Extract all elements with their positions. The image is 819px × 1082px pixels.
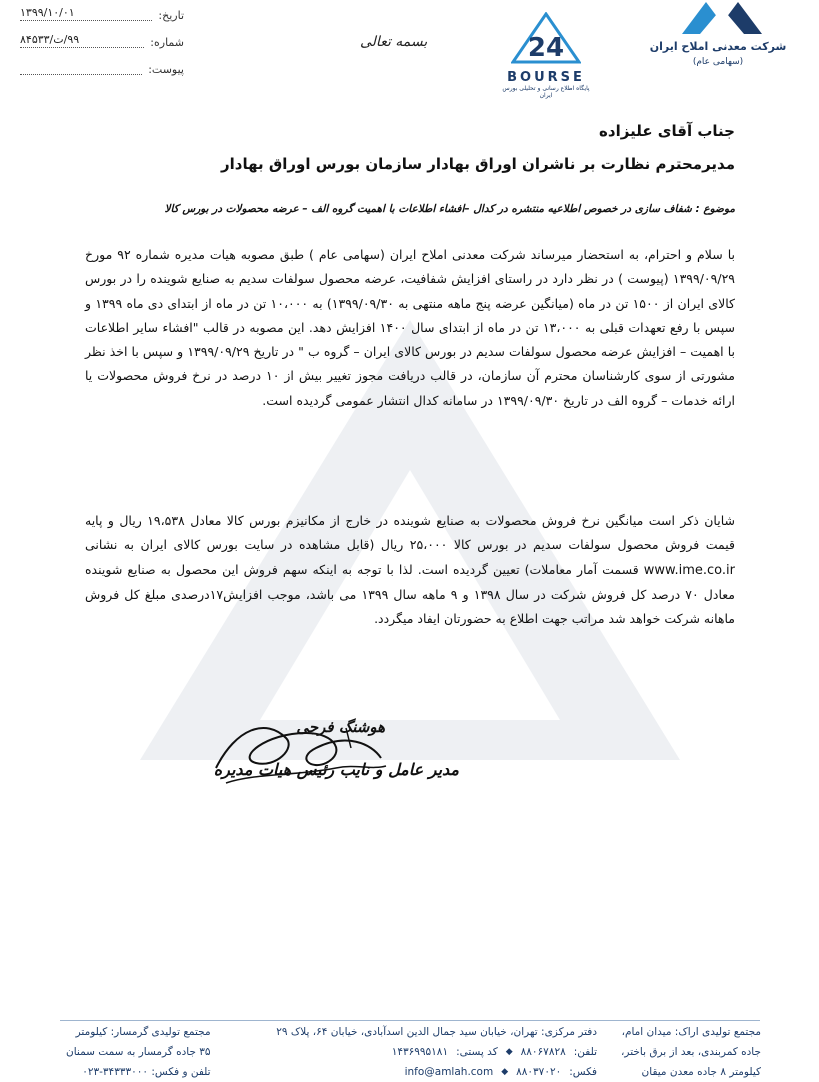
bismillah: بسمه تعالی	[360, 34, 428, 50]
email: info@amlah.com	[404, 1066, 494, 1078]
arak-line-3: کیلومتر ۸ جاده معدن میقان	[641, 1066, 761, 1078]
bourse-word: BOURSE	[507, 70, 585, 85]
company-type: (سهامی عام)	[692, 57, 744, 67]
attachment-label: پیوست:	[148, 63, 184, 76]
bourse-logo	[496, 12, 596, 99]
fax-label: فکس:	[569, 1066, 597, 1078]
letter-meta	[14, 2, 184, 83]
postal-label: کد پستی:	[456, 1046, 498, 1058]
paragraph-2-part-2: قسمت آمار معاملات) تعیین گردیده است. لذا با توجه به اینکه سهم فروش این محصول به صنایع شوینده معادل ۷۰ درصد کل فروش شرکت در سال ۱۳۹۸ و ۹ ماهه سال ۱۳۹۹ می باشد، موجب افزایش۱۷درصدی مبلغ کل فروش ماهانه شرکت خواهد شد مراتب جهت اطلاع به حضورتان ایفاد میگردد.	[85, 561, 735, 627]
company-name-block	[648, 40, 788, 67]
date-label: تاریخ:	[158, 9, 184, 22]
date-value: ۱۳۹۹/۱۰/۰۱	[20, 6, 75, 19]
date-row	[14, 2, 184, 29]
number-value: ۹۹/ت/۸۴۵۳۳	[20, 33, 80, 46]
bullet-icon: ◆	[501, 1067, 509, 1077]
paragraph-1: با سلام و احترام، به استحضار میرساند شرکت معدنی املاح ایران (سهامی عام ) طبق مصوبه هیات مدیره شماره ۹۲ مورخ ۱۳۹۹/۰۹/۲۹ (پیوست ) در نظر دارد در راستای افزایش شفافیت، عرضه محصول سولفات سدیم به صنایع شوینده را در بورس کالای ایران از ۱۵۰۰ تن در ماه (میانگین عرضه پنج ماهه منتهی به ۱۳۹۹/۰۹/۳۰) به ۱۰،۰۰۰ تن در ماه از ابتدای دی ماه ۱۳۹۹ و سپس با رفع تعهدات قبلی به ۱۳،۰۰۰ تن در ماه از ابتدای سال ۱۴۰۰ افزایش دهد. این مصوبه در قالب "افشاء سایر اطلاعات با اهمیت – افزایش عرضه محصول سولفات سدیم در بورس کالای ایران – گروه ب " در تاریخ ۱۳۹۹/۰۹/۲۹ و سپس با اخذ نظر مشورتی از سوی کارشناسان محترم آن سازمان، در قالب دریافت مجوز تغییر بیش از ۱۰ درصد در نرخ فروش محصولات یا ارائه خدمات – گروه الف در تاریخ ۱۳۹۹/۰۹/۳۰ در سامانه کدال انتشار عمومی گردیده است.	[85, 247, 735, 408]
paragraph-2-part-1: شایان ذکر است میانگین نرخ فروش محصولات به صنایع شوینده در خارج از مکانیزم بورس کالا معادل ۱۹،۵۳۸ ریال و پایه قیمت فروش محصول سولفات سدیم در بورس کالا ۲۵،۰۰۰ ریال (قابل مشاهده در سایت بورس کالای ایران به نشانی	[85, 513, 735, 553]
arak-line-2: جاده کمربندی، بعد از برق باختر،	[621, 1046, 761, 1058]
phone-label: تلفن:	[573, 1046, 597, 1058]
subject-line: موضوع : شفاف سازی در خصوص اطلاعیه منتشره در کدال –افشاء اطلاعات با اهمیت گروه الف – عرضه محصولات در بورس کالا	[164, 203, 735, 215]
footer-garmsar-complex	[66, 1022, 211, 1082]
bourse-caption: پایگاه اطلاع رسانی و تحلیلی بورس ایران	[502, 85, 590, 99]
arak-line-1: مجتمع تولیدی اراک: میدان امام،	[621, 1026, 761, 1038]
phone-value: ۸۸۰۶۷۸۲۸	[520, 1046, 566, 1058]
paragraph-2	[85, 509, 735, 631]
svg-text:24: 24	[527, 33, 565, 63]
fax-email-row	[276, 1062, 597, 1082]
garmsar-line-1: مجتمع تولیدی گرمسار: کیلومتر	[75, 1026, 211, 1038]
garmsar-line-2: ۳۵ جاده گرمسار به سمت سمنان	[66, 1046, 211, 1058]
recipient: مدیرمحترم نظارت بر ناشران اوراق بهادار سازمان بورس اوراق بهادار	[221, 155, 735, 173]
footer-divider	[60, 1020, 760, 1021]
company-name: شرکت معدنی املاح ایران	[649, 40, 787, 53]
number-row	[14, 29, 184, 56]
ime-url: www.ime.co.ir	[643, 562, 735, 578]
phone-postal-row	[276, 1042, 597, 1062]
salutation: جناب آقای علیزاده	[599, 122, 735, 140]
signer-title: مدیر عامل و نایب رئیس هیات مدیره	[213, 760, 459, 779]
bullet-icon: ◆	[505, 1047, 513, 1057]
office-address: دفتر مرکزی: تهران، خیابان سید جمال الدین اسدآبادی، خیابان ۶۴، پلاک ۲۹	[276, 1026, 597, 1038]
fax-value: ۸۸۰۳۷۰۲۰	[516, 1066, 562, 1078]
footer-head-office	[276, 1022, 597, 1082]
attachment-row	[14, 56, 184, 83]
postal-value: ۱۴۳۶۹۹۵۱۸۱	[391, 1046, 449, 1058]
number-label: شماره:	[150, 36, 184, 49]
bourse-icon	[511, 12, 581, 64]
garmsar-line-3: تلفن و فکس: ۳۴۳۳۳۰۰۰-۰۲۳	[82, 1066, 211, 1078]
company-logo-icon	[662, 0, 782, 36]
signer-name: هوشنگ فرجی	[296, 718, 385, 736]
footer-arak-complex	[621, 1022, 761, 1082]
